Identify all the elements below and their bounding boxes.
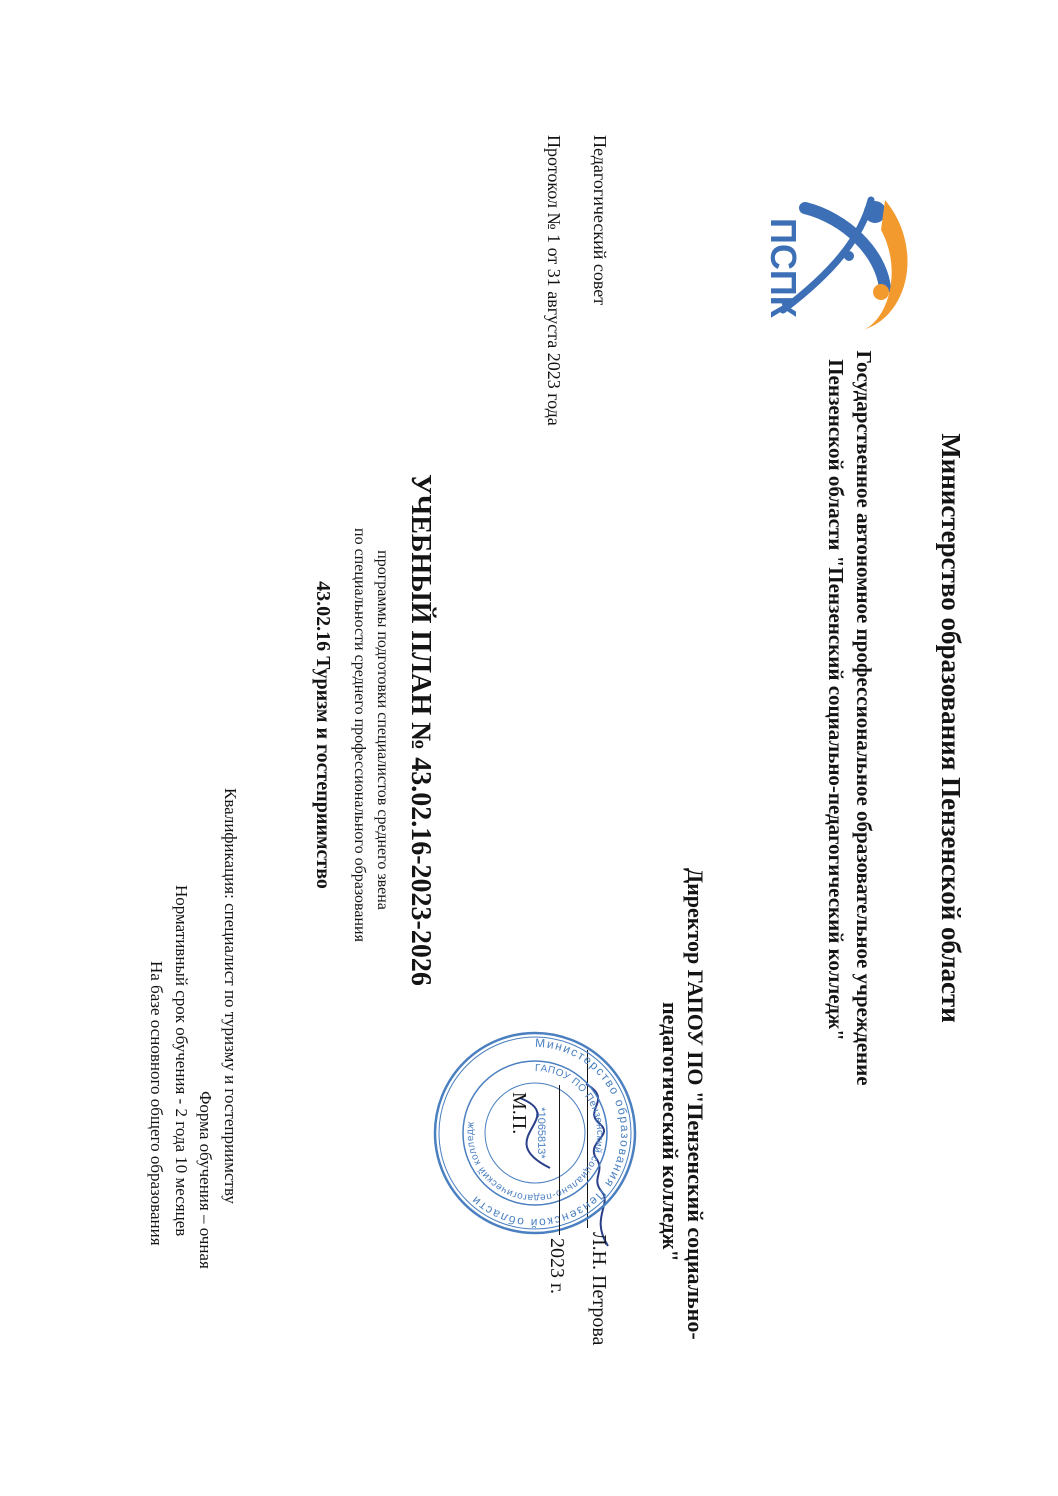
ministry-title: Министерство образования Пензенской области — [936, 433, 966, 1023]
institution-line-2: Пензенской области "Пензенский социально-педагогический колледж" — [824, 359, 848, 1041]
director-name: Л.Н. Петрова — [588, 1232, 610, 1346]
approval-line-2: педагогический колледж" — [658, 1002, 683, 1262]
seal-number: *1065813* — [535, 1107, 547, 1159]
approval-year: 2023 г. — [546, 1238, 568, 1294]
plan-subtitle-1: программы подготовки специалистов среднего звена — [374, 550, 391, 910]
college-logo — [763, 160, 933, 340]
official-seal — [430, 1028, 640, 1238]
approval-line-1: Директор ГАПОУ ПО "Пензенский социально- — [683, 868, 708, 1340]
seal-outer-text: Министерство образования Пензенской области — [467, 1035, 633, 1231]
plan-title: УЧЕБНЫЙ ПЛАН № 43.02.16-2023-2026 — [405, 474, 436, 986]
plan-subtitle-2: по специальности среднего профессионального образования — [351, 528, 368, 942]
qualification: Квалификация: специалист по туризму и гостеприимству — [221, 788, 240, 1204]
seal-inner-text: ГАПОУ ПО Пензенский социально-педагогический колледж — [464, 1062, 606, 1204]
logo-text: ПСПК — [763, 218, 804, 318]
specialty: 43.02.16 Туризм и гостеприимство — [312, 581, 334, 889]
institution-line-1: Государственное автономное профессиональное образовательное учреждение — [852, 350, 876, 1086]
date-line — [559, 1085, 560, 1235]
study-duration: Нормативный срок обучения - 2 года 10 месяцев — [172, 885, 191, 1237]
council-title: Педагогический совет — [590, 135, 610, 306]
study-form: Форма обучения – очная — [196, 1091, 215, 1269]
education-base: На базе основного общего образования — [147, 961, 166, 1246]
council-protocol: Протокол № 1 от 31 августа 2023 года — [544, 135, 564, 426]
stamp-place: М.П. — [508, 1092, 530, 1135]
